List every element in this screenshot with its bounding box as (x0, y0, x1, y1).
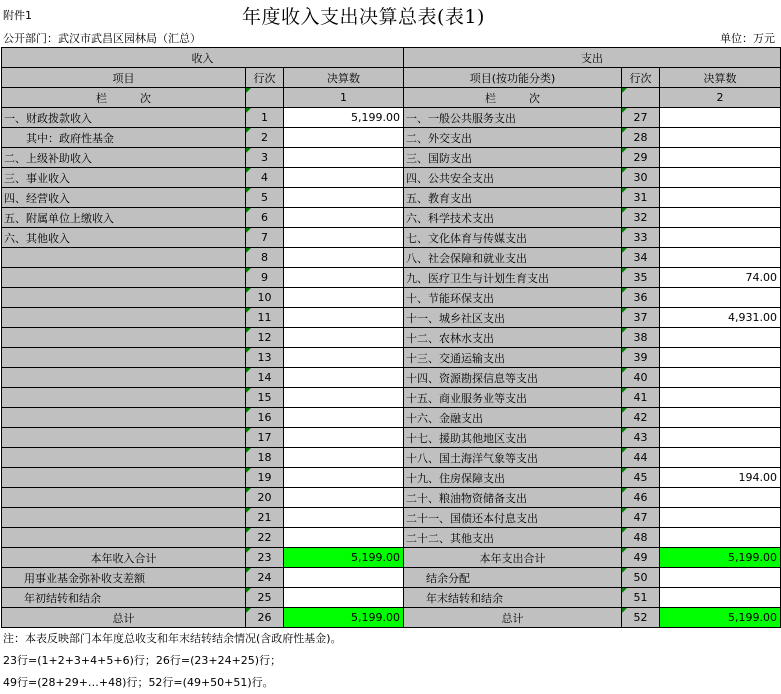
income-amount (284, 428, 404, 448)
table-row (2, 108, 781, 128)
income-amount (284, 148, 404, 168)
expense-item: 六、科学技术支出 (404, 208, 622, 228)
income-amount (284, 248, 404, 268)
income-amount (284, 268, 404, 288)
income-row-no: 11 (246, 308, 284, 328)
table-row (2, 448, 781, 468)
table-row (2, 408, 781, 428)
income-total-label: 用事业基金弥补收支差额 (2, 568, 246, 588)
expense-row-no: 28 (622, 128, 660, 148)
expense-amount (660, 488, 781, 508)
col-index-label-2: 栏 次 (404, 88, 622, 108)
income-item (2, 368, 246, 388)
income-amount (284, 308, 404, 328)
table-row (2, 128, 781, 148)
expense-total-label: 结余分配 (404, 568, 622, 588)
income-row-no: 9 (246, 268, 284, 288)
expense-row-no: 30 (622, 168, 660, 188)
col-index-empty-2 (622, 88, 660, 108)
expense-amount: 4,931.00 (660, 308, 781, 328)
expense-row-no: 40 (622, 368, 660, 388)
table-row (2, 428, 781, 448)
expense-amount (660, 108, 781, 128)
expense-row-no: 44 (622, 448, 660, 468)
expense-item: 二十、粮油物资储备支出 (404, 488, 622, 508)
income-row-no: 1 (246, 108, 284, 128)
report-title: 年度收入支出决算总表(表1) (242, 6, 485, 28)
table-row (2, 328, 781, 348)
income-amount (284, 508, 404, 528)
expense-item: 五、教育支出 (404, 188, 622, 208)
expense-amount (660, 148, 781, 168)
income-row-no: 2 (246, 128, 284, 148)
footnotes (3, 628, 342, 694)
expense-total-label: 本年支出合计 (404, 548, 622, 568)
expense-item: 九、医疗卫生与计划生育支出 (404, 268, 622, 288)
col-header-row-no-2: 行次 (622, 68, 660, 88)
expense-item: 七、文化体育与传媒支出 (404, 228, 622, 248)
income-row-no: 20 (246, 488, 284, 508)
expense-item: 十三、交通运输支出 (404, 348, 622, 368)
income-row-no: 4 (246, 168, 284, 188)
total-row (2, 548, 781, 568)
col-header-item: 项目 (2, 68, 246, 88)
expense-item: 四、公共安全支出 (404, 168, 622, 188)
income-amount (284, 468, 404, 488)
expense-total-amount: 5,199.00 (660, 608, 781, 628)
expense-amount (660, 168, 781, 188)
table-row (2, 208, 781, 228)
table-row (2, 508, 781, 528)
income-section-header: 收入 (2, 48, 404, 68)
income-amount (284, 528, 404, 548)
income-item: 六、其他收入 (2, 228, 246, 248)
income-amount: 5,199.00 (284, 108, 404, 128)
expense-row-no: 32 (622, 208, 660, 228)
footnote-line: 注：本表反映部门本年度总收支和年末结转结余情况(含政府性基金)。 (3, 632, 342, 645)
expense-row-no: 31 (622, 188, 660, 208)
expense-total-amount (660, 568, 781, 588)
income-item: 其中：政府性基金 (2, 128, 246, 148)
income-row-no: 7 (246, 228, 284, 248)
col-header-row-no: 行次 (246, 68, 284, 88)
expense-row-no: 38 (622, 328, 660, 348)
income-amount (284, 208, 404, 228)
income-amount (284, 408, 404, 428)
table-row (2, 348, 781, 368)
table-row (2, 248, 781, 268)
expense-item: 三、国防支出 (404, 148, 622, 168)
table-row (2, 148, 781, 168)
expense-total-label: 总计 (404, 608, 622, 628)
expense-row-no: 27 (622, 108, 660, 128)
expense-row-no: 37 (622, 308, 660, 328)
department-label: 公开部门：武汉市武昌区园林局（汇总） (3, 32, 201, 45)
expense-amount (660, 528, 781, 548)
table-row (2, 308, 781, 328)
expense-amount (660, 388, 781, 408)
col-header-amount-2: 决算数 (660, 68, 781, 88)
expense-amount (660, 208, 781, 228)
column-index-row (2, 88, 781, 108)
expense-item: 十一、城乡社区支出 (404, 308, 622, 328)
income-amount (284, 348, 404, 368)
table-row (2, 288, 781, 308)
income-item: 一、财政拨款收入 (2, 108, 246, 128)
expense-amount: 74.00 (660, 268, 781, 288)
income-row-no: 6 (246, 208, 284, 228)
total-row (2, 608, 781, 628)
income-item: 三、事业收入 (2, 168, 246, 188)
expense-amount (660, 328, 781, 348)
table-row (2, 388, 781, 408)
income-total-amount: 5,199.00 (284, 608, 404, 628)
expense-item: 二十二、其他支出 (404, 528, 622, 548)
expense-amount (660, 348, 781, 368)
expense-amount (660, 188, 781, 208)
income-row-no: 22 (246, 528, 284, 548)
col-index-label: 栏 次 (2, 88, 246, 108)
col-index-1: 1 (284, 88, 404, 108)
expense-row-no: 34 (622, 248, 660, 268)
expense-row-no: 43 (622, 428, 660, 448)
income-amount (284, 328, 404, 348)
income-item: 四、经营收入 (2, 188, 246, 208)
expense-row-no: 41 (622, 388, 660, 408)
expense-amount: 194.00 (660, 468, 781, 488)
income-amount (284, 128, 404, 148)
table-row (2, 268, 781, 288)
expense-amount (660, 128, 781, 148)
table-row (2, 188, 781, 208)
expense-total-amount (660, 588, 781, 608)
income-row-no: 10 (246, 288, 284, 308)
income-row-no: 16 (246, 408, 284, 428)
attachment-label: 附件1 (3, 9, 32, 22)
expense-item: 十、节能环保支出 (404, 288, 622, 308)
footnote-line: 23行=(1+2+3+4+5+6)行；26行=(23+24+25)行； (3, 654, 282, 667)
table-row (2, 168, 781, 188)
income-row-no: 12 (246, 328, 284, 348)
income-total-label: 本年收入合计 (2, 548, 246, 568)
expense-total-row-no: 51 (622, 588, 660, 608)
expense-row-no: 29 (622, 148, 660, 168)
expense-row-no: 42 (622, 408, 660, 428)
expense-amount (660, 428, 781, 448)
expense-item: 十七、援助其他地区支出 (404, 428, 622, 448)
income-row-no: 19 (246, 468, 284, 488)
footnote-line: 49行=(28+29+…+48)行；52行=(49+50+51)行。 (3, 676, 274, 689)
income-item (2, 248, 246, 268)
expense-row-no: 47 (622, 508, 660, 528)
expense-total-row-no: 49 (622, 548, 660, 568)
income-item (2, 388, 246, 408)
expense-amount (660, 508, 781, 528)
income-row-no: 3 (246, 148, 284, 168)
expense-amount (660, 368, 781, 388)
expense-row-no: 39 (622, 348, 660, 368)
expense-section-header: 支出 (404, 48, 781, 68)
unit-label: 单位：万元 (720, 32, 775, 45)
income-item (2, 328, 246, 348)
expense-item: 十二、农林水支出 (404, 328, 622, 348)
expense-item: 十四、资源勘探信息等支出 (404, 368, 622, 388)
expense-amount (660, 228, 781, 248)
income-item (2, 268, 246, 288)
budget-table (1, 47, 781, 628)
income-item (2, 288, 246, 308)
total-row (2, 588, 781, 608)
expense-item: 二十一、国债还本付息支出 (404, 508, 622, 528)
expense-row-no: 46 (622, 488, 660, 508)
expense-amount (660, 288, 781, 308)
total-row (2, 568, 781, 588)
income-item (2, 528, 246, 548)
income-item (2, 468, 246, 488)
income-item (2, 348, 246, 368)
col-header-item-func: 项目(按功能分类) (404, 68, 622, 88)
income-row-no: 18 (246, 448, 284, 468)
col-index-empty (246, 88, 284, 108)
income-amount (284, 388, 404, 408)
table-row (2, 528, 781, 548)
income-total-label: 总计 (2, 608, 246, 628)
expense-row-no: 33 (622, 228, 660, 248)
expense-row-no: 36 (622, 288, 660, 308)
expense-item: 十九、住房保障支出 (404, 468, 622, 488)
column-header-row (2, 68, 781, 88)
expense-total-amount: 5,199.00 (660, 548, 781, 568)
expense-row-no: 45 (622, 468, 660, 488)
table-row (2, 228, 781, 248)
income-amount (284, 188, 404, 208)
expense-item: 十八、国土海洋气象等支出 (404, 448, 622, 468)
income-row-no: 15 (246, 388, 284, 408)
expense-total-row-no: 52 (622, 608, 660, 628)
income-item: 二、上级补助收入 (2, 148, 246, 168)
expense-amount (660, 448, 781, 468)
expense-amount (660, 408, 781, 428)
income-amount (284, 168, 404, 188)
income-item (2, 448, 246, 468)
income-total-amount (284, 588, 404, 608)
expense-item: 一、一般公共服务支出 (404, 108, 622, 128)
income-amount (284, 488, 404, 508)
expense-total-label: 年末结转和结余 (404, 588, 622, 608)
income-total-amount: 5,199.00 (284, 548, 404, 568)
expense-row-no: 35 (622, 268, 660, 288)
income-total-amount (284, 568, 404, 588)
income-item: 五、附属单位上缴收入 (2, 208, 246, 228)
table-row (2, 368, 781, 388)
expense-item: 二、外交支出 (404, 128, 622, 148)
expense-row-no: 48 (622, 528, 660, 548)
income-row-no: 8 (246, 248, 284, 268)
income-row-no: 17 (246, 428, 284, 448)
income-item (2, 488, 246, 508)
income-amount (284, 448, 404, 468)
income-total-row-no: 25 (246, 588, 284, 608)
table-row (2, 488, 781, 508)
income-item (2, 408, 246, 428)
section-header-row (2, 48, 781, 68)
income-row-no: 5 (246, 188, 284, 208)
income-amount (284, 288, 404, 308)
income-amount (284, 228, 404, 248)
income-total-row-no: 26 (246, 608, 284, 628)
expense-item: 十六、金融支出 (404, 408, 622, 428)
table-row (2, 468, 781, 488)
income-row-no: 13 (246, 348, 284, 368)
income-amount (284, 368, 404, 388)
income-row-no: 21 (246, 508, 284, 528)
expense-amount (660, 248, 781, 268)
income-row-no: 14 (246, 368, 284, 388)
income-total-row-no: 24 (246, 568, 284, 588)
col-index-2: 2 (660, 88, 781, 108)
income-total-row-no: 23 (246, 548, 284, 568)
income-total-label: 年初结转和结余 (2, 588, 246, 608)
expense-item: 八、社会保障和就业支出 (404, 248, 622, 268)
income-item (2, 308, 246, 328)
expense-total-row-no: 50 (622, 568, 660, 588)
income-item (2, 508, 246, 528)
expense-item: 十五、商业服务业等支出 (404, 388, 622, 408)
col-header-amount: 决算数 (284, 68, 404, 88)
income-item (2, 428, 246, 448)
